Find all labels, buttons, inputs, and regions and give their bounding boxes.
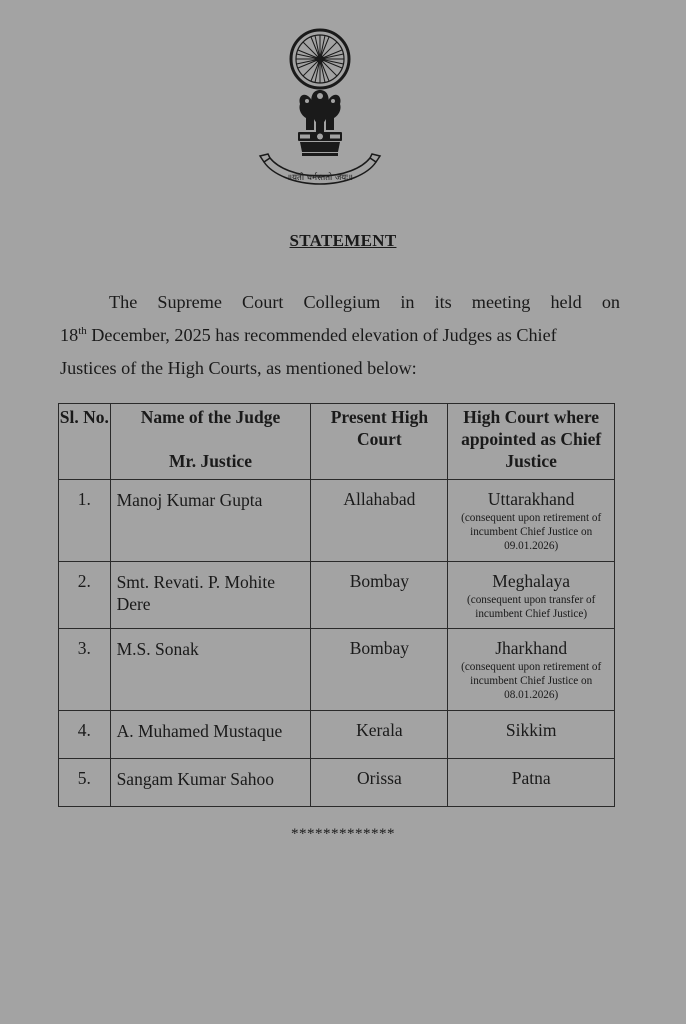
header-name-top: Name of the Judge [140,407,281,427]
table-row [59,759,615,807]
cell-judge-name: Smt. Revati. P. Mohite Dere [110,562,311,629]
dharma-chakra-icon [291,30,349,88]
cell-present-court: Bombay [311,629,448,711]
appointment-note: (consequent upon retirement of incumbent Chief Justice on 08.01.2026) [461,661,602,701]
cell-appointed-court [448,562,615,629]
paragraph-word: Court [242,292,284,312]
statement-paragraph [60,286,620,385]
appointed-court-name: Patna [511,768,551,788]
cell-sl-no: 3. [59,629,111,711]
date-day: 18 [60,325,79,345]
header-name [110,404,311,480]
paragraph-word: The [109,292,138,312]
cell-sl-no: 5. [59,759,111,807]
paragraph-word: in [400,292,415,312]
date-suffix: th [78,324,87,337]
header-present-court: Present High Court [311,404,448,480]
table-row [59,480,615,562]
lion-capital-icon [298,90,342,156]
cell-present-court: Bombay [311,562,448,629]
paragraph-line-1 [60,286,620,319]
cell-appointed-court [448,711,615,759]
cell-present-court: Kerala [311,711,448,759]
judges-table [58,403,615,807]
table-header-row [59,404,615,480]
paragraph-word: its [434,292,452,312]
table-row [59,629,615,711]
cell-appointed-court [448,629,615,711]
appointment-note: (consequent upon retirement of incumbent Chief Justice on 09.01.2026) [461,512,602,552]
end-stars: ************* [291,826,395,842]
cell-sl-no: 4. [59,711,111,759]
paragraph-word: held [550,292,582,312]
table-row [59,711,615,759]
cell-sl-no: 1. [59,480,111,562]
cell-appointed-court [448,480,615,562]
cell-judge-name: Manoj Kumar Gupta [110,480,311,562]
appointed-court-name: Jharkhand [495,638,568,658]
paragraph-word: on [601,292,620,312]
header-sl-no: Sl. No. [59,404,111,480]
appointed-court-name: Sikkim [505,720,557,740]
appointment-note: (consequent upon transfer of incumbent Chief Justice) [467,594,596,620]
header-appointed-court: High Court where appointed as Chief Justice [448,404,615,480]
table-row [59,562,615,629]
appointed-court-name: Uttarakhand [487,489,575,509]
cell-judge-name: M.S. Sonak [110,629,311,711]
paragraph-line-2 [60,319,620,352]
paragraph-word: Supreme [157,292,222,312]
cell-judge-name: Sangam Kumar Sahoo [110,759,311,807]
cell-present-court: Allahabad [311,480,448,562]
paragraph-word: Collegium [303,292,381,312]
appointed-court-name: Meghalaya [492,571,571,591]
motto-text: ॥यतो धर्मस्ततो जयः॥ [286,173,354,183]
page-title: STATEMENT [289,231,397,250]
paragraph-line-2-rest: December, 2025 has recommended elevation of Judges as Chief [86,325,557,345]
paragraph-word: meeting [471,292,531,312]
paragraph-line-3: Justices of the High Courts, as mentioned below: [60,358,417,378]
cell-appointed-court [448,759,615,807]
state-emblem-icon [258,26,382,192]
motto-ribbon [260,154,380,184]
cell-present-court: Orissa [311,759,448,807]
cell-sl-no: 2. [59,562,111,629]
cell-judge-name: A. Muhamed Mustaque [110,711,311,759]
header-name-bottom: Mr. Justice [169,451,252,471]
